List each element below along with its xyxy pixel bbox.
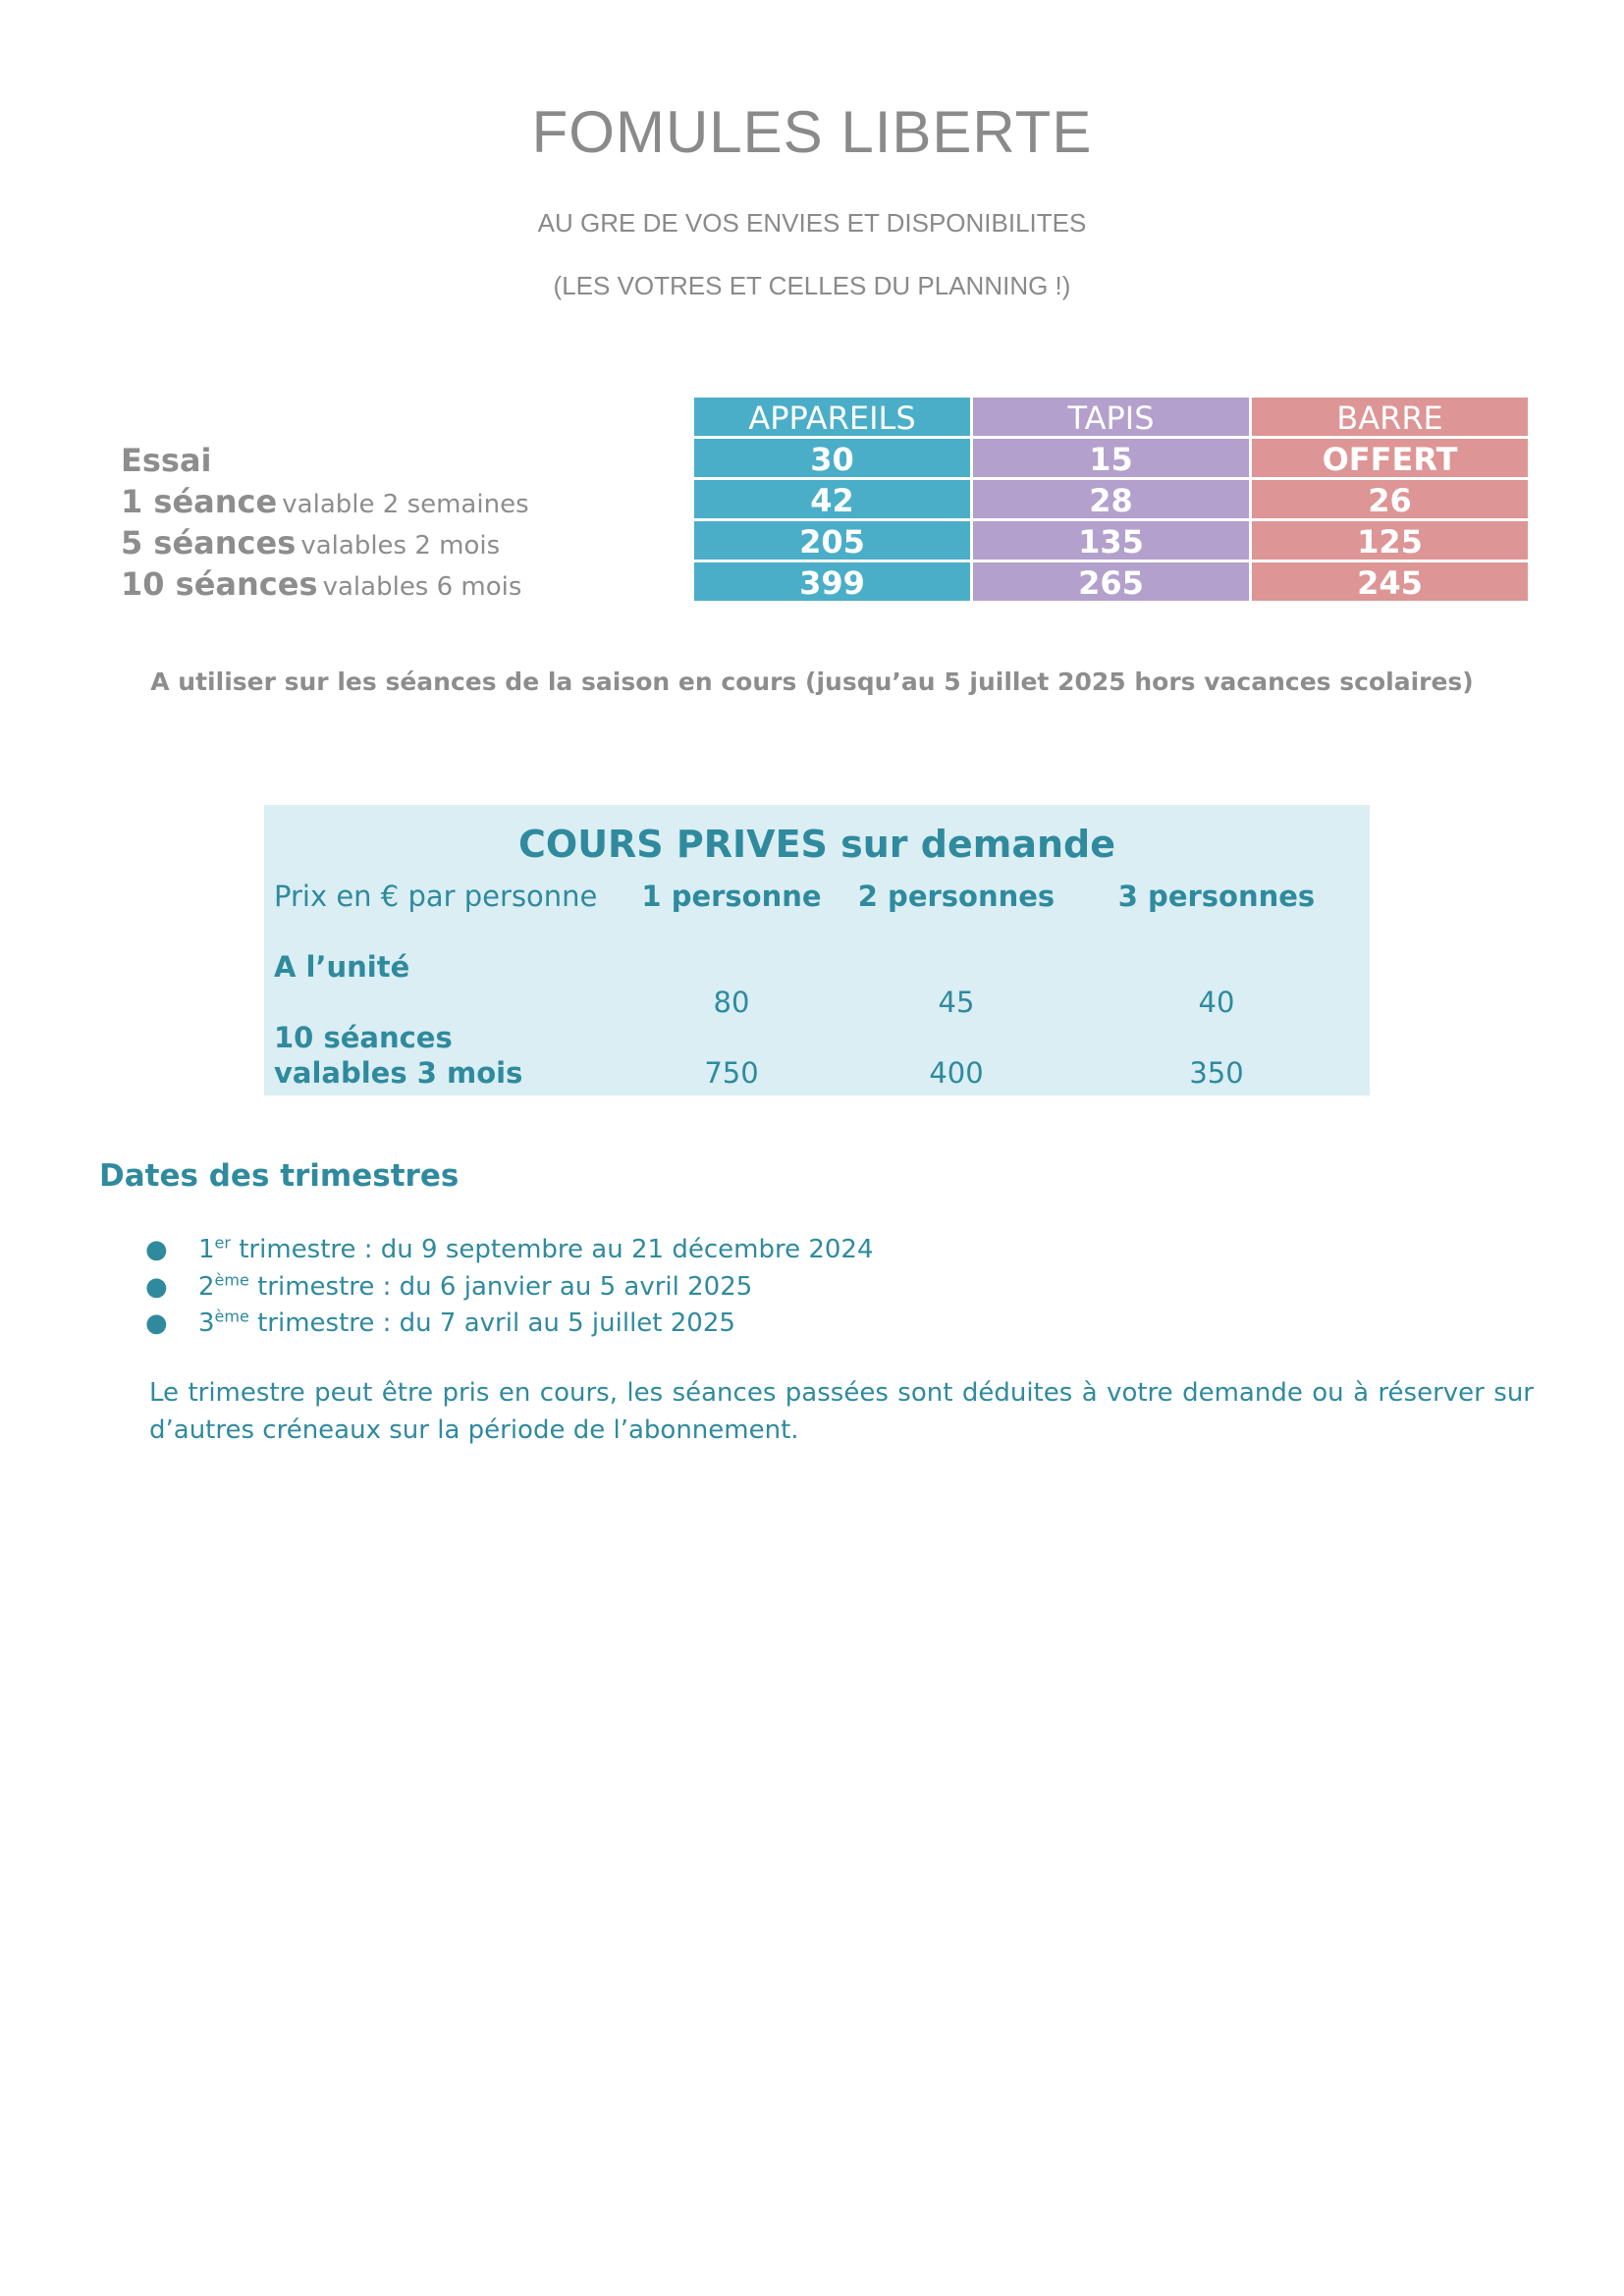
price-cell: 42 <box>694 480 970 518</box>
dates-heading: Dates des trimestres <box>99 1158 460 1194</box>
row-label-main: 5 séances <box>121 524 297 561</box>
price-cell: 135 <box>973 521 1249 560</box>
ordinal-suffix: er <box>214 1233 231 1253</box>
row-label-main: Essai <box>121 442 212 479</box>
ordinal-number: 3 <box>198 1308 215 1338</box>
ordinal-number: 2 <box>198 1272 215 1302</box>
unit-price: 80 <box>713 986 750 1019</box>
pricing-row-labels <box>121 440 529 605</box>
pricing-row-label <box>121 481 529 522</box>
price-cell: 265 <box>973 562 1249 601</box>
price-per-person-label: Prix en € par personne <box>274 880 598 913</box>
private-lessons-title: COURS PRIVES sur demande <box>518 823 1115 866</box>
pricing-table <box>694 398 1528 601</box>
subtitle-2: (LES VOTRES ET CELLES DU PLANNING !) <box>553 271 1071 300</box>
price-cell: 30 <box>694 439 970 477</box>
bullet-icon: ● <box>145 1235 168 1264</box>
header-3-personnes: 3 personnes <box>1117 880 1316 913</box>
column-header-appareils: APPAREILS <box>694 398 970 436</box>
trimester-text: trimestre : du 6 janvier au 5 avril 2025 <box>248 1272 753 1302</box>
trimester-text: trimestre : du 7 avril au 5 juillet 2025 <box>248 1308 735 1338</box>
price-cell: 15 <box>973 439 1249 477</box>
row-label-detail: valables 2 mois <box>300 531 501 561</box>
pack-label-2: valables 3 mois <box>274 1056 523 1090</box>
trimester-text: trimestre : du 9 septembre au 21 décembre 2024 <box>230 1235 874 1264</box>
private-lessons-box <box>264 805 1370 1095</box>
row-label-main: 10 séances <box>121 565 318 603</box>
row-label-main: 1 séance <box>121 483 278 520</box>
page-title: FOMULES LIBERTE <box>531 99 1093 165</box>
price-cell: 26 <box>1252 480 1528 518</box>
price-cell: OFFERT <box>1252 439 1528 477</box>
unit-price: 45 <box>938 986 975 1019</box>
subtitle-1: AU GRE DE VOS ENVIES ET DISPONIBILITES <box>537 208 1087 238</box>
pack-label-1: 10 séances <box>274 1021 453 1054</box>
bullet-icon: ● <box>145 1308 168 1338</box>
price-cell: 125 <box>1252 521 1528 560</box>
header-2-personnes: 2 personnes <box>857 880 1056 913</box>
column-header-barre: BARRE <box>1252 398 1528 436</box>
pricing-row-label <box>121 522 529 563</box>
row-label-detail: valables 6 mois <box>322 572 522 602</box>
header-1-personne: 1 personne <box>641 880 822 913</box>
row-label-detail: valable 2 semaines <box>282 490 529 519</box>
price-cell: 245 <box>1252 562 1528 601</box>
price-cell: 399 <box>694 562 970 601</box>
price-cell: 205 <box>694 521 970 560</box>
unit-label: A l’unité <box>274 950 410 984</box>
usage-note: A utiliser sur les séances de la saison en cours (jusqu’au 5 juillet 2025 hors vacances scolaires) <box>150 667 1474 696</box>
price-cell: 28 <box>973 480 1249 518</box>
pricing-row-label <box>121 563 529 605</box>
trimester-paragraph: Le trimestre peut être pris en cours, les séances passées sont déduites à votre demande ou à réserver sur d’autres créneaux sur la période de l’abonnement. <box>149 1378 1534 1445</box>
ordinal-suffix: ème <box>214 1307 249 1326</box>
pricing-row-label <box>121 440 529 481</box>
bullet-icon: ● <box>145 1272 168 1302</box>
column-header-tapis: TAPIS <box>973 398 1249 436</box>
unit-price: 40 <box>1198 986 1235 1019</box>
pack-price: 750 <box>704 1056 759 1090</box>
ordinal-suffix: ème <box>214 1270 249 1290</box>
pack-price: 350 <box>1189 1056 1244 1090</box>
ordinal-number: 1 <box>198 1235 215 1264</box>
pack-price: 400 <box>929 1056 984 1090</box>
